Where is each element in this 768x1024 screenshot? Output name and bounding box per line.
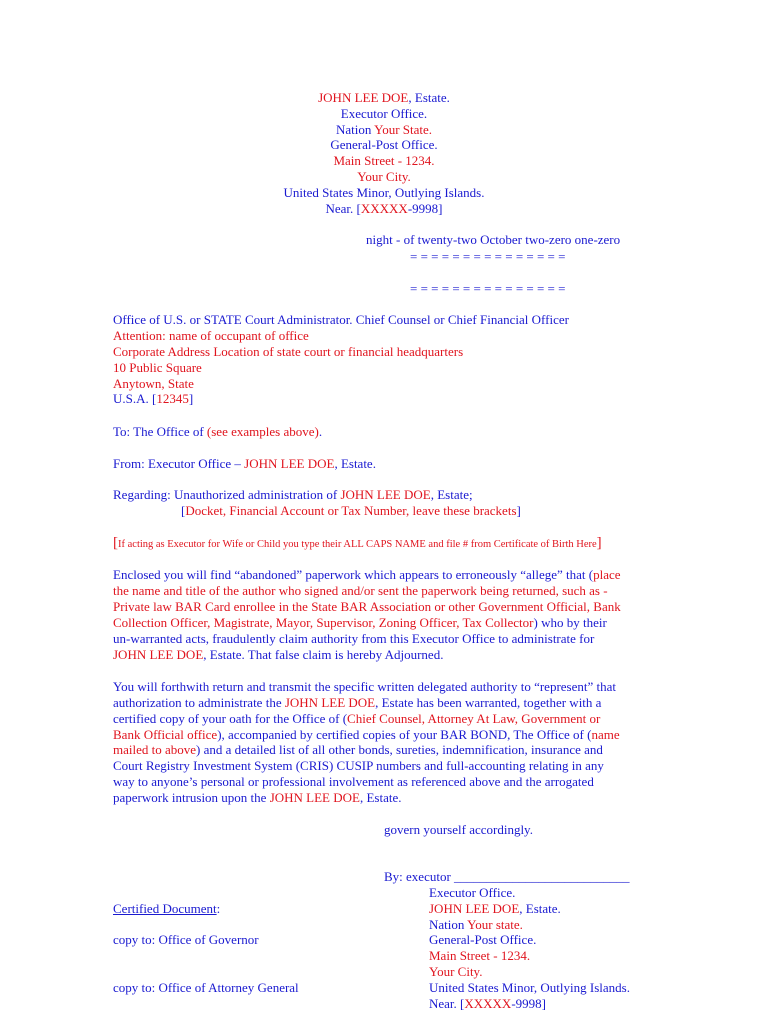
from-line [113, 456, 376, 472]
para2-line-7: way to anyone’s personal or professional involvement as referenced above and the arrogated [113, 774, 594, 789]
signature-line: By: executor ___________________________ [384, 869, 630, 884]
para1-line-4 [113, 615, 607, 631]
sig-estate [429, 901, 561, 917]
certified-label: Certified Document [113, 901, 217, 916]
para1-line-1 [113, 567, 621, 583]
sig-nation [429, 917, 523, 933]
para2-text-2: , Estate has been warranted, together with a [375, 695, 602, 710]
para1-red: place [593, 567, 621, 582]
para2-text-4: ), accompanied by certified copies of your BAR BOND, The Office of ( [217, 727, 592, 742]
header-line-city: Your City. [357, 169, 411, 184]
certified-document [113, 901, 220, 917]
sig-zip-prefix: Near. [ [429, 996, 465, 1011]
instruction-note [113, 535, 602, 553]
recipient-attention: Attention: name of occupant of office [113, 328, 309, 343]
closing-line: govern yourself accordingly. [384, 822, 533, 837]
para1-titles: Collection Officer, Magistrate, Mayor, Supervisor, Zoning Officer, Tax Collector [113, 615, 534, 630]
date-text: of twenty-two October two-zero one-zero [403, 232, 621, 247]
para1-estate-name: JOHN LEE DOE [113, 647, 204, 662]
header-line-country: United States Minor, Outlying Islands. [283, 185, 485, 200]
para2-line-4 [113, 727, 620, 743]
to-value: (see examples above) [206, 424, 319, 439]
recipient-zip-value: 12345 [156, 391, 189, 406]
para1-text-2: ) who by their [533, 615, 607, 630]
para2-mailed: mailed to above [113, 742, 197, 757]
para2-office-2: Bank Official office [113, 727, 218, 742]
regarding-name: JOHN LEE DOE [340, 487, 431, 502]
recipient-zip-prefix: U.S.A. [ [113, 391, 157, 406]
from-name: JOHN LEE DOE [244, 456, 335, 471]
sig-zip-suffix: -9998] [511, 996, 546, 1011]
recipient-street: 10 Public Square [113, 360, 202, 375]
docket-text: Docket, Financial Account or Tax Number, leave these brackets [185, 503, 517, 518]
header-line-street: Main Street - 1234. [333, 153, 435, 168]
nation-label: Nation [335, 122, 375, 137]
recipient-zip-suffix: ] [188, 391, 194, 406]
para1-text-3: , Estate. That false claim is hereby Adjourned. [203, 647, 444, 662]
sig-zip-value: XXXXX [464, 996, 512, 1011]
zip-suffix: -9998] [407, 201, 443, 216]
para1-line-3: Private law BAR Card enrollee in the State BAR Association or other Government Official, Bank [113, 599, 621, 614]
regarding-end: , Estate; [430, 487, 473, 502]
to-line [113, 424, 322, 440]
para1-line-2: the name and title of the author who signed and/or sent the paperwork being returned, such as - [113, 583, 608, 598]
header-line-office: Executor Office. [340, 106, 428, 121]
sig-state-value: Your state. [467, 917, 523, 932]
para2-office: Chief Counsel, Attorney At Law, Government or [347, 711, 601, 726]
para2-text-7: , Estate. [359, 790, 402, 805]
sig-post: General-Post Office. [429, 932, 537, 947]
para2-name: name [591, 727, 620, 742]
para2-estate-name-2: JOHN LEE DOE [269, 790, 360, 805]
para1-line-5: un-warranted acts, fraudulently claim authority from this Executor Office to administrate for [113, 631, 595, 646]
para2-line-6: Court Registry Investment System (CRIS) CUSIP numbers and full-accounting relating in any [113, 758, 604, 773]
para1-line-6 [113, 647, 443, 663]
header-line-estate [0, 90, 768, 106]
para2-text-3: certified copy of your oath for the Office of ( [113, 711, 348, 726]
para1-text: Enclosed you will find “abandoned” paperwork which appears to erroneously “allege” that ( [113, 567, 594, 582]
copy-governor: copy to: Office of Governor [113, 932, 259, 947]
sig-zip [429, 996, 546, 1012]
docket-open: [ [181, 503, 186, 518]
separator-2: = = = = = = = = = = = = = = = [410, 281, 566, 296]
para2-line-8 [113, 790, 401, 806]
from-end: , Estate. [334, 456, 376, 471]
para2-estate-name: JOHN LEE DOE [284, 695, 376, 710]
separator-1: = = = = = = = = = = = = = = = [410, 249, 566, 264]
estate-suffix: , Estate. [408, 90, 450, 105]
state-value: Your State. [374, 122, 433, 137]
sig-street: Main Street - 1234. [429, 948, 531, 963]
docket-close: ] [516, 503, 521, 518]
from-label: From: Executor Office – [113, 456, 245, 471]
regarding-line [113, 487, 473, 503]
recipient-address: Corporate Address Location of state court or financial headquarters [113, 344, 464, 359]
sig-office: Executor Office. [429, 885, 516, 900]
to-label: To: The Office of [113, 424, 207, 439]
date-prefix: night - [366, 232, 404, 247]
para2-line-3 [113, 711, 600, 727]
para2-text-5: ) and a detailed list of all other bonds, sureties, indemnification, insurance and [196, 742, 603, 757]
zip-prefix: Near. [ [325, 201, 361, 216]
sig-nation-label: Nation [429, 917, 468, 932]
header-line-nation [0, 122, 768, 138]
regarding-label: Regarding: Unauthorized administration of [113, 487, 341, 502]
zip-value: XXXXX [360, 201, 408, 216]
date-line [366, 232, 620, 248]
recipient-zip [113, 391, 193, 407]
copy-attorney-general: copy to: Office of Attorney General [113, 980, 299, 995]
para2-line-5 [113, 742, 603, 758]
para2-text-6: paperwork intrusion upon the [113, 790, 270, 805]
sig-city: Your City. [429, 964, 483, 979]
regarding-docket [181, 503, 521, 519]
recipient-office: Office of U.S. or STATE Court Administrator. Chief Counsel or Chief Financial Officer [113, 312, 569, 327]
note-open: [ [113, 535, 118, 551]
para2-line-2 [113, 695, 601, 711]
estate-name: JOHN LEE DOE [318, 90, 409, 105]
para2-text: authorization to administrate the [113, 695, 285, 710]
recipient-city: Anytown, State [113, 376, 194, 391]
sig-estate-suffix: , Estate. [519, 901, 561, 916]
certified-colon: : [216, 901, 221, 916]
header-line-post: General-Post Office. [330, 137, 438, 152]
sig-country: United States Minor, Outlying Islands. [429, 980, 630, 995]
sig-estate-name: JOHN LEE DOE [429, 901, 520, 916]
note-text: If acting as Executor for Wife or Child you type their ALL CAPS NAME and file # from Certificate of Birth Here [118, 539, 597, 550]
header-line-zip [0, 201, 768, 217]
para2-line-1: You will forthwith return and transmit the specific written delegated authority to “represent” that [113, 679, 617, 694]
note-close: ] [596, 535, 602, 551]
to-end: . [318, 424, 323, 439]
